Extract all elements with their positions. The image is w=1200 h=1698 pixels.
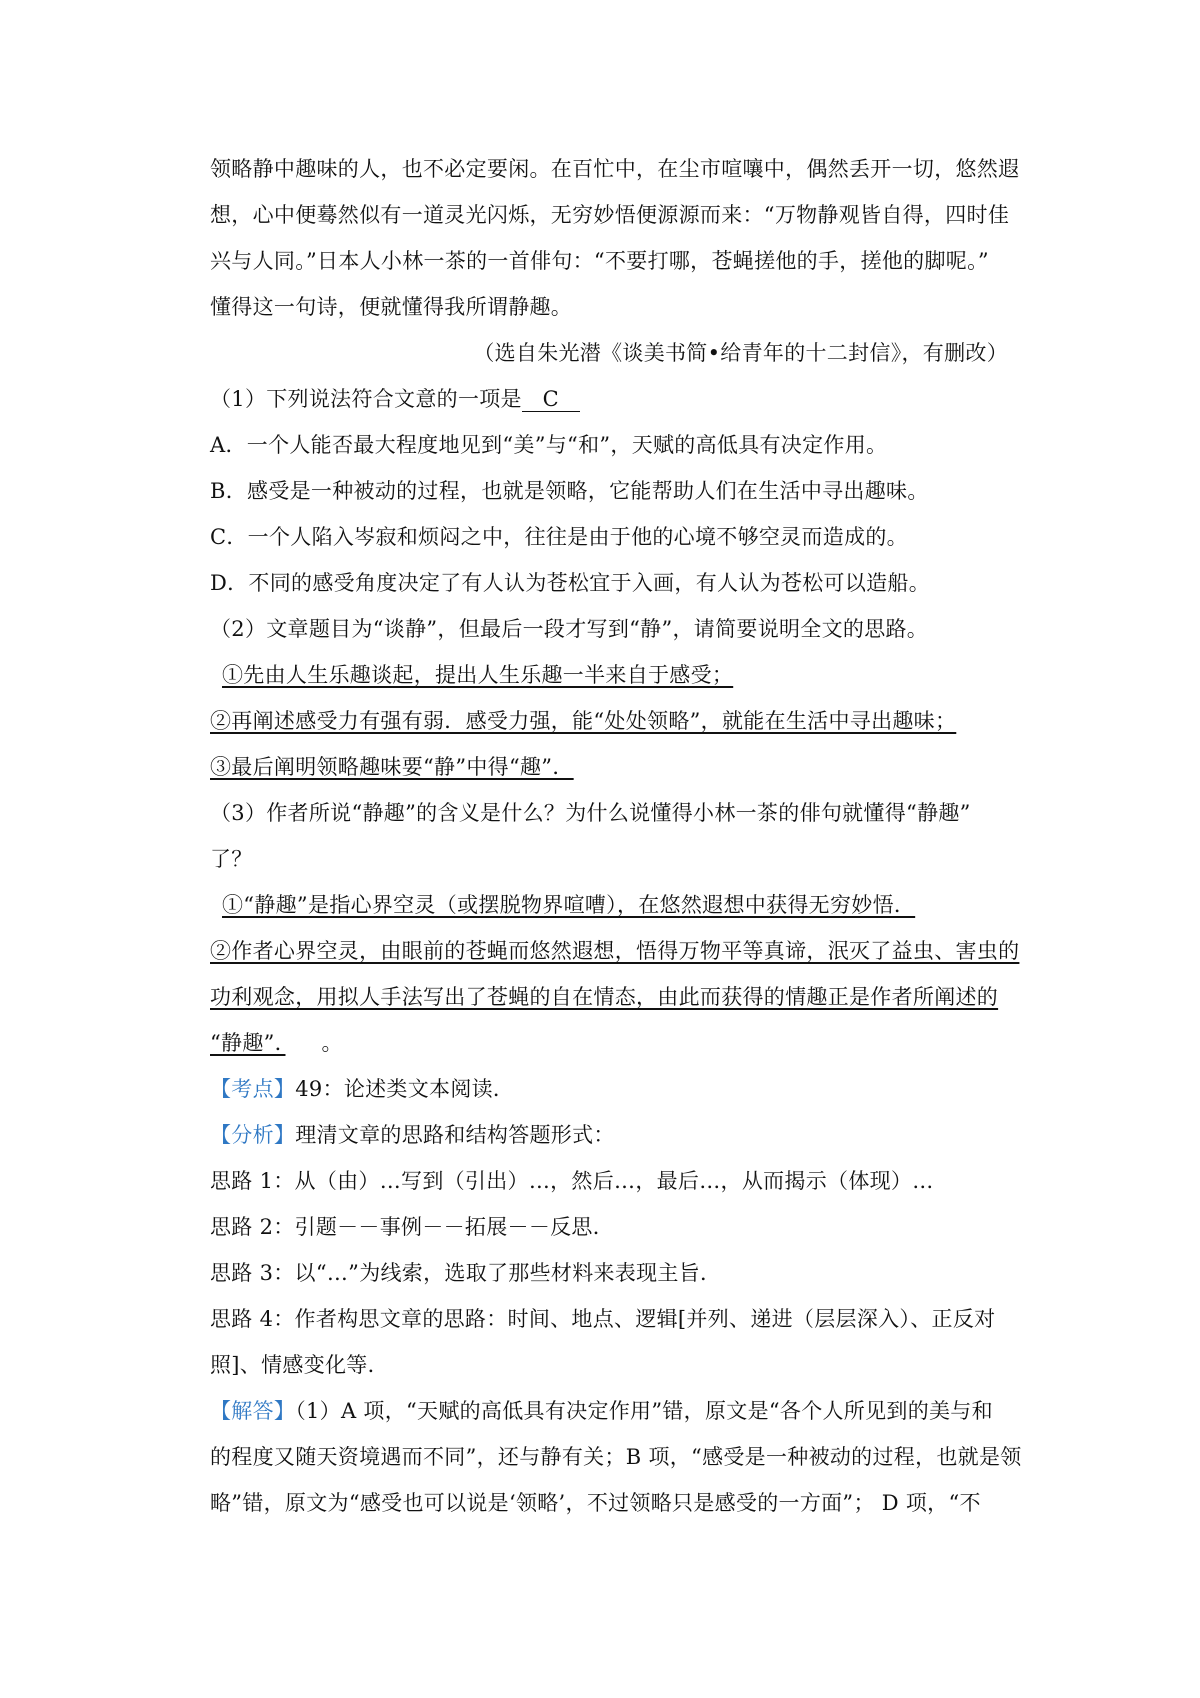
jieda-line-1	[210, 1397, 993, 1425]
q1-stem	[210, 385, 580, 413]
fenxi-route-4a: 思路 4：作者构思文章的思路：时间、地点、逻辑[并列、递进（层层深入）、正反对	[210, 1307, 996, 1331]
fenxi-line	[210, 1121, 615, 1149]
fenxi-route-1: 思路 1：从（由）…写到（引出）…，然后…，最后…，从而揭示（体现）…	[210, 1169, 934, 1193]
q3-answer-2: ②作者心界空灵，由眼前的苍蝇而悠然遐想，悟得万物平等真谛，泯灭了益虫、害虫的	[210, 939, 1020, 963]
kaodian-text: 49：论述类文本阅读．	[295, 1077, 515, 1101]
fenxi-route-2: 思路 2：引题－－事例－－拓展－－反思．	[210, 1215, 615, 1239]
q1-stem-text: （1）下列说法符合文意的一项是	[210, 387, 522, 411]
passage-line-1: 领略静中趣味的人，也不必定要闲。在百忙中，在尘市喧嚷中，偶然丢开一切，悠然遐	[210, 157, 1020, 181]
fenxi-route-3: 思路 3：以“…”为线索，选取了那些材料来表现主旨．	[210, 1261, 722, 1285]
q2-answer-1: ①先由人生乐趣谈起，提出人生乐趣一半来自于感受；	[222, 663, 734, 687]
q3-answer-4: “静趣”．	[210, 1031, 286, 1055]
q1-option-d: D．不同的感受角度决定了有人认为苍松宜于入画，有人认为苍松可以造船。	[210, 571, 931, 595]
q1-option-a: A．一个人能否最大程度地见到“美”与“和”，天赋的高低具有决定作用。	[210, 433, 888, 457]
q2-answer-3: ③最后阐明领略趣味要“静”中得“趣”．	[210, 755, 574, 779]
jieda-text-1: （1）A 项，“天赋的高低具有决定作用”错，原文是“各个人所见到的美与和	[295, 1399, 993, 1423]
kaodian-tag: 【考点】	[210, 1077, 296, 1101]
fenxi-tag: 【分析】	[210, 1123, 296, 1147]
passage-line-2: 想，心中便蓦然似有一道灵光闪烁，无穷妙悟便源源而来：“万物静观皆自得，四时佳	[210, 203, 1010, 227]
jieda-line-3: 略”错，原文为“感受也可以说是‘领略’，不过领略只是感受的一方面”； D 项，“不	[210, 1491, 981, 1515]
jieda-tag: 【解答】	[210, 1399, 296, 1423]
q3-stem-2: 了？	[210, 847, 253, 871]
q3-answer-4-tail: 。	[321, 1031, 343, 1055]
passage-line-4: 懂得这一句诗，便就懂得我所谓静趣。	[210, 295, 573, 319]
q3-answer-1: ①“静趣”是指心界空灵（或摆脱物界喧嘈），在悠然遐想中获得无穷妙悟．	[222, 893, 916, 917]
q2-stem: （2）文章题目为“谈静”，但最后一段才写到“静”，请简要说明全文的思路。	[210, 617, 929, 641]
q1-option-c: C．一个人陷入岑寂和烦闷之中，往往是由于他的心境不够空灵而造成的。	[210, 525, 908, 549]
kaodian-line	[210, 1075, 514, 1103]
fenxi-text: 理清文章的思路和结构答题形式：	[295, 1123, 615, 1147]
passage-line-3: 兴与人同。”日本人小林一茶的一首俳句：“不要打哪，苍蝇搓他的手，搓他的脚呢。”	[210, 249, 989, 273]
q3-stem-1: （3）作者所说“静趣”的含义是什么？为什么说懂得小林一茶的俳句就懂得“静趣”	[210, 801, 971, 825]
q2-answer-2: ②再阐述感受力有强有弱．感受力强，能“处处领略”，就能在生活中寻出趣味；	[210, 709, 957, 733]
passage-source: （选自朱光潜《谈美书简•给青年的十二封信》，有删改）	[473, 341, 1008, 365]
fenxi-route-4b: 照]、情感变化等．	[210, 1353, 389, 1377]
jieda-line-2: 的程度又随天资境遇而不同”，还与静有关；B 项，“感受是一种被动的过程，也就是领	[210, 1445, 1022, 1469]
q3-answer-4-line	[210, 1029, 343, 1057]
q1-option-b: B．感受是一种被动的过程，也就是领略，它能帮助人们在生活中寻出趣味。	[210, 479, 929, 503]
q1-answer: C	[522, 387, 580, 412]
q3-answer-3: 功利观念，用拟人手法写出了苍蝇的自在情态，由此而获得的情趣正是作者所阐述的	[210, 985, 999, 1009]
